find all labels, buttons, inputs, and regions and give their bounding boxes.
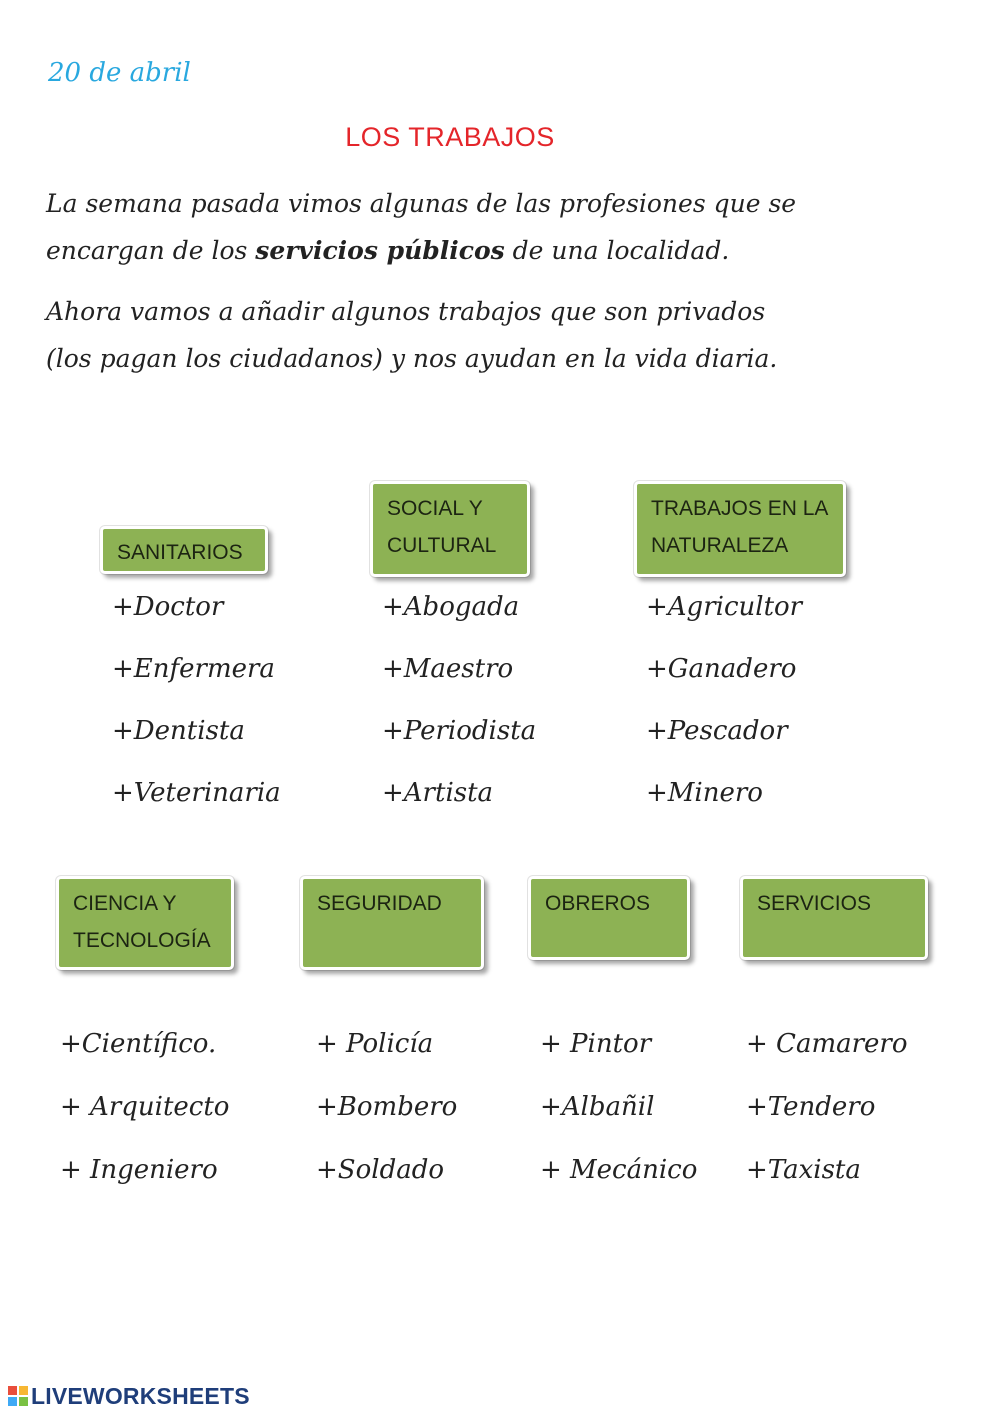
list-item: + Camarero bbox=[746, 1029, 908, 1059]
category-box-social-cultural bbox=[370, 481, 530, 577]
list-item: +Albañil bbox=[540, 1092, 655, 1122]
category-title: TRABAJOS EN LA bbox=[651, 497, 829, 520]
list-item: +Científico. bbox=[60, 1029, 217, 1059]
intro-line-1: La semana pasada vimos algunas de las profesiones que se bbox=[46, 189, 797, 218]
brand-name: LIVEWORKSHEETS bbox=[31, 1382, 250, 1409]
list-item: +Periodista bbox=[382, 716, 537, 746]
category-title: TECNOLOGÍA bbox=[73, 929, 211, 952]
intro-paragraph bbox=[46, 180, 866, 274]
list-item: +Pescador bbox=[646, 716, 788, 746]
list-ciencia-tecnologia bbox=[60, 1024, 229, 1213]
category-box-sanitarios bbox=[100, 526, 268, 574]
page-title: LOS TRABAJOS bbox=[345, 122, 555, 152]
date: 20 de abril bbox=[48, 58, 191, 88]
category-title: SERVICIOS bbox=[757, 892, 871, 915]
category-title: CULTURAL bbox=[387, 534, 497, 557]
liveworksheets-logo-icon bbox=[8, 1386, 28, 1406]
list-item: + Pintor bbox=[540, 1029, 652, 1059]
intro-line-2-end: de una localidad. bbox=[504, 236, 730, 265]
list-item: +Minero bbox=[646, 778, 763, 808]
list-item: +Bombero bbox=[316, 1092, 458, 1122]
category-title: SOCIAL Y bbox=[387, 497, 483, 520]
second-paragraph bbox=[46, 288, 866, 382]
category-box-seguridad bbox=[300, 876, 484, 970]
category-box-ciencia-tecnologia bbox=[56, 876, 234, 970]
list-item: +Dentista bbox=[112, 716, 245, 746]
category-box-obreros bbox=[528, 876, 690, 960]
category-box-naturaleza bbox=[634, 481, 846, 577]
list-item: +Artista bbox=[382, 778, 494, 808]
list-item: +Tendero bbox=[746, 1092, 876, 1122]
second-line-1: Ahora vamos a añadir algunos trabajos que son privados bbox=[46, 297, 766, 326]
list-item: +Taxista bbox=[746, 1155, 861, 1185]
list-item: +Enfermera bbox=[112, 654, 275, 684]
list-item: +Soldado bbox=[316, 1155, 445, 1185]
list-item: +Abogada bbox=[382, 592, 520, 622]
category-title: OBREROS bbox=[545, 892, 651, 915]
list-item: +Doctor bbox=[112, 592, 224, 622]
list-item: + Ingeniero bbox=[60, 1155, 218, 1185]
list-naturaleza bbox=[646, 587, 802, 835]
intro-bold-term: servicios públicos bbox=[255, 236, 505, 265]
list-item: +Agricultor bbox=[646, 592, 803, 622]
list-item: +Veterinaria bbox=[112, 778, 281, 808]
intro-line-2-start: encargan de los bbox=[46, 236, 256, 265]
list-servicios bbox=[746, 1024, 908, 1213]
list-item: + Mecánico bbox=[540, 1155, 698, 1185]
category-title: NATURALEZA bbox=[651, 534, 789, 557]
category-title: SEGURIDAD bbox=[317, 892, 442, 915]
list-social-cultural bbox=[382, 587, 536, 835]
list-seguridad bbox=[316, 1024, 457, 1213]
list-item: + Arquitecto bbox=[60, 1092, 230, 1122]
category-title: CIENCIA Y bbox=[73, 892, 177, 915]
category-box-servicios bbox=[740, 876, 928, 960]
list-sanitarios bbox=[112, 587, 281, 835]
second-line-2: (los pagan los ciudadanos) y nos ayudan en la vida diaria. bbox=[46, 344, 778, 373]
category-title: SANITARIOS bbox=[117, 541, 243, 564]
footer-brand[interactable] bbox=[8, 1380, 250, 1412]
list-item: +Maestro bbox=[382, 654, 514, 684]
list-item: + Policía bbox=[316, 1029, 434, 1059]
list-obreros bbox=[540, 1024, 697, 1213]
list-item: +Ganadero bbox=[646, 654, 797, 684]
